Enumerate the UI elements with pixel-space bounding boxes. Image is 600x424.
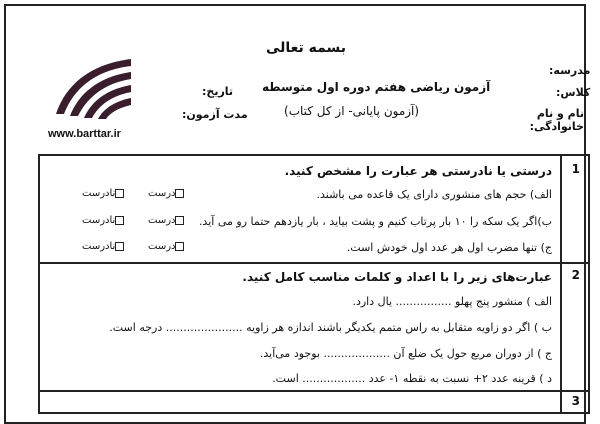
true-label: درست: [148, 215, 176, 226]
question-number: 2: [571, 268, 580, 282]
row-divider: [40, 262, 588, 264]
question-2-item-b: ب ) اگر دو زاویه متقابل به راس متمم یکدیگر باشند اندازه هر زاویه ...................... درجه است.: [109, 321, 552, 334]
question-1-item-a: الف) حجم های منشوری دارای یک قاعده می باشند.: [316, 188, 552, 201]
question-number: 3: [571, 394, 580, 408]
true-label: درست: [148, 241, 176, 252]
checkbox-icon[interactable]: [175, 242, 184, 251]
question-2-title: عبارت‌های زیر را با اعداد و کلمات مناسب کامل کنید.: [242, 270, 552, 284]
false-label: نادرست: [82, 188, 116, 199]
date-label: تاریخ:: [202, 85, 234, 98]
question-2-item-d: د ) قرینه عدد ۲+ نسبت به نقطه ۱- عدد .................. است.: [272, 372, 552, 385]
name-label: نام و نام خانوادگی:: [529, 107, 584, 133]
checkbox-icon[interactable]: [175, 189, 184, 198]
row-divider: [40, 390, 588, 392]
school-label: مدرسه:: [549, 64, 591, 77]
exam-subtitle: (آزمون پایانی- از کل کتاب): [284, 104, 420, 118]
false-option[interactable]: [82, 241, 127, 252]
bismillah-title: بسمه تعالی: [265, 40, 347, 56]
website-link[interactable]: www.barttar.ir: [48, 128, 121, 140]
questions-table: [38, 154, 590, 414]
question-number-column: [560, 156, 588, 412]
exam-sheet: [4, 4, 591, 424]
class-label: کلاس:: [556, 86, 591, 99]
checkbox-icon[interactable]: [175, 216, 184, 225]
question-2-item-a: الف ) منشور پنج پهلو ................ یال دارد.: [352, 295, 552, 308]
exam-header: [6, 6, 591, 146]
true-option[interactable]: [148, 241, 187, 252]
true-option[interactable]: [148, 188, 187, 199]
false-option[interactable]: [82, 188, 127, 199]
duration-label: مدت آزمون:: [182, 108, 248, 121]
question-1-item-c: ج) تنها مضرب اول هر عدد اول خودش است.: [346, 241, 552, 254]
question-2-item-c: ج ) از دوران مربع حول یک ضلع آن ................... بوجود می‌آید.: [259, 347, 552, 360]
barttar-logo-icon: [46, 54, 136, 124]
exam-title: آزمون ریاضی هفتم دوره اول متوسطه: [262, 80, 491, 94]
question-1-title: درستی یا نادرستی هر عبارت را مشخص کنید.: [284, 164, 552, 178]
checkbox-icon[interactable]: [115, 242, 124, 251]
false-label: نادرست: [82, 215, 116, 226]
question-number: 1: [571, 162, 580, 176]
false-label: نادرست: [82, 241, 116, 252]
question-1-item-b: ب)اگر یک سکه را ۱۰ بار پرتاب کنیم و پشت بیاید ، بار یازدهم حتما رو می آید.: [198, 215, 552, 228]
checkbox-icon[interactable]: [115, 216, 124, 225]
true-option[interactable]: [148, 215, 187, 226]
true-label: درست: [148, 188, 176, 199]
false-option[interactable]: [82, 215, 127, 226]
checkbox-icon[interactable]: [115, 189, 124, 198]
